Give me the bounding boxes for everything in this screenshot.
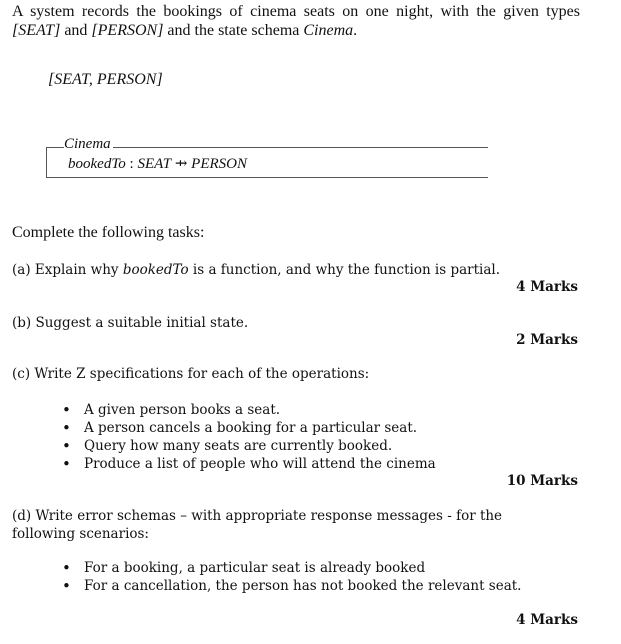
- tasks-heading: Complete the following tasks:: [12, 224, 205, 241]
- given-sets: [SEAT, PERSON]: [48, 71, 163, 88]
- task-b-marks: 2 Marks: [516, 332, 578, 348]
- task-d-text: (d) Write error schemas – with appropriate response messages - for the following scenarios:: [12, 508, 503, 542]
- task-d-bullet-list: [62, 559, 521, 595]
- declaration-range: PERSON: [191, 156, 247, 172]
- task-a-italic: bookedTo: [122, 262, 189, 278]
- intro-text-3: and the state schema: [163, 22, 304, 39]
- partial-injection-arrow-icon: ⇸: [171, 156, 192, 172]
- declaration-domain: SEAT: [137, 156, 172, 172]
- intro-paragraph: [12, 2, 580, 40]
- list-item: • A person cancels a booking for a particular seat.: [62, 419, 436, 437]
- declaration-separator: :: [125, 156, 138, 172]
- task-c-bullet-list: [62, 401, 436, 473]
- intro-schema-name: Cinema: [303, 22, 354, 39]
- task-a-before: (a) Explain why: [12, 262, 123, 278]
- task-a-after: is a function, and why the function is partial.: [188, 262, 501, 278]
- intro-text-2: and: [60, 22, 92, 39]
- schema-name: Cinema: [64, 136, 111, 152]
- task-a-marks: 4 Marks: [516, 279, 578, 295]
- intro-text-1: A system records the bookings of cinema seats on one night, with the given types: [12, 3, 580, 20]
- list-item: • For a booking, a particular seat is already booked: [62, 559, 521, 577]
- task-c-marks: 10 Marks: [506, 473, 578, 489]
- declaration-variable: bookedTo: [68, 156, 126, 172]
- intro-text-4: .: [353, 22, 358, 39]
- task-b-text: (b) Suggest a suitable initial state.: [12, 315, 249, 331]
- task-a-text: [12, 262, 500, 278]
- task-d-marks: 4 Marks: [516, 612, 578, 628]
- task-c-text: (c) Write Z specifications for each of the operations:: [12, 366, 370, 382]
- schema-declaration: [68, 154, 247, 173]
- list-item: • Query how many seats are currently booked.: [62, 437, 436, 455]
- list-item: • For a cancellation, the person has not booked the relevant seat.: [62, 577, 521, 595]
- schema-bottom-line: [46, 177, 488, 178]
- given-type-seat: [SEAT]: [12, 22, 61, 39]
- given-type-person: [PERSON]: [91, 22, 164, 39]
- list-item: • Produce a list of people who will attend the cinema: [62, 455, 436, 473]
- schema-left-line: [46, 147, 47, 178]
- list-item: • A given person books a seat.: [62, 401, 436, 419]
